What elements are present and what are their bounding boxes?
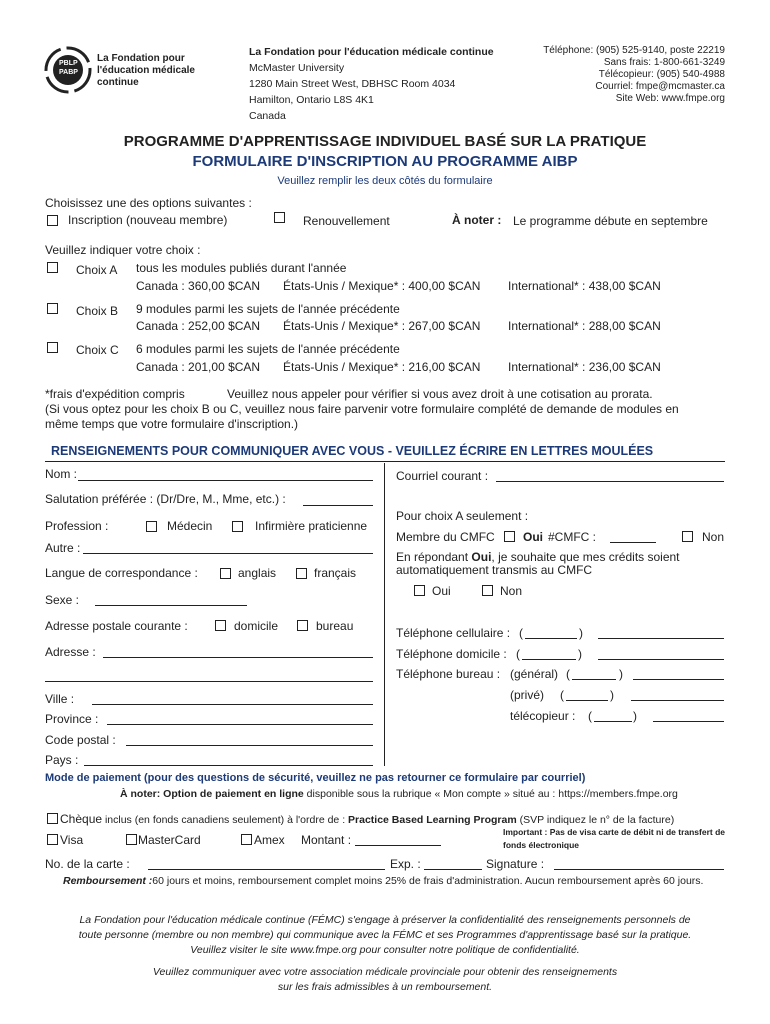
- choice-b-label: Choix B: [76, 304, 119, 318]
- tel-bur-general-field[interactable]: [633, 679, 724, 680]
- assoc-line2: sur les frais admissibles à un remboursement.: [277, 981, 493, 993]
- important-line2: fonds électronique: [503, 840, 580, 850]
- tel-cell-area-field[interactable]: [525, 638, 577, 639]
- important-line1: Important : Pas de visa carte de débit ni de transfert de: [503, 827, 726, 837]
- cheque-desc: inclus (en fonds canadiens seulement) à l'ordre de :: [102, 814, 349, 826]
- paren-open-cell: (: [519, 626, 523, 640]
- note-label: À noter :: [452, 213, 502, 227]
- choice-c-canada: Canada : 201,00 $CAN: [136, 360, 261, 374]
- domicile-label: domicile: [234, 619, 279, 633]
- contact-heading-rule: [45, 461, 725, 462]
- mastercard-label: MasterCard: [138, 833, 201, 847]
- footnote-prorata: Veuillez nous appeler pour vérifier si vous avez droit à une cotisation au prorata.: [227, 387, 653, 401]
- logo-text-bottom: PABP: [59, 69, 78, 76]
- tel-cell-field[interactable]: [598, 638, 724, 639]
- francais-label: français: [314, 566, 357, 580]
- province-label: Province :: [45, 712, 99, 726]
- note-text: Le programme débute en septembre: [513, 214, 708, 228]
- address-line2: 1280 Main Street West, DBHSC Room 4034: [249, 78, 456, 90]
- tel-bur-prive-area-field[interactable]: [566, 700, 608, 701]
- footnote-bc-1: (Si vous optez pour les choix B ou C, veuillez nous faire parvenir votre formulaire complété de demande de modules en: [45, 402, 679, 416]
- tel-cell-label: Téléphone cellulaire :: [396, 626, 511, 640]
- autre-field[interactable]: [83, 553, 373, 554]
- adresse-field[interactable]: [103, 657, 373, 658]
- choice-c-label: Choix C: [76, 343, 119, 357]
- ville-field[interactable]: [92, 704, 373, 705]
- anglais-checkbox[interactable]: [220, 568, 231, 579]
- card-number-field[interactable]: [148, 869, 385, 870]
- choice-a-desc: tous les modules publiés durant l'année: [136, 261, 347, 275]
- paren-open-fax: (: [588, 709, 592, 723]
- profession-label: Profession :: [45, 519, 109, 533]
- mastercard-checkbox[interactable]: [126, 834, 137, 845]
- cheque-label: Chèque: [60, 812, 103, 826]
- consent-text-oui: Oui: [471, 550, 492, 564]
- org-name-line3: continue: [97, 77, 139, 88]
- renewal-label: Renouvellement: [303, 214, 390, 228]
- org-address: [249, 44, 494, 124]
- choice-b-desc: 9 modules parmi les sujets de l'année précédente: [136, 302, 400, 316]
- privacy-statement: [0, 913, 770, 958]
- contact-tollfree: Sans frais: 1-800-661-3249: [603, 57, 725, 68]
- code-postal-label: Code postal :: [45, 733, 116, 747]
- transfer-oui-checkbox[interactable]: [414, 585, 425, 596]
- prive-label: (privé): [510, 688, 545, 702]
- courriel-label: Courriel courant :: [396, 469, 489, 483]
- infirmiere-checkbox[interactable]: [232, 521, 243, 532]
- sexe-label: Sexe :: [45, 593, 80, 607]
- francais-checkbox[interactable]: [296, 568, 307, 579]
- contact-web[interactable]: Site Web: www.fmpe.org: [615, 93, 725, 104]
- medecin-checkbox[interactable]: [146, 521, 157, 532]
- bureau-checkbox[interactable]: [297, 620, 308, 631]
- cheque-checkbox[interactable]: [47, 813, 58, 824]
- cmfc-oui-checkbox[interactable]: [504, 531, 515, 542]
- cmfc-non-checkbox[interactable]: [682, 531, 693, 542]
- address-line4: Canada: [249, 110, 286, 122]
- fax-field[interactable]: [653, 721, 724, 722]
- choice-a-label: Choix A: [76, 263, 118, 277]
- address-line3: Hamilton, Ontario L8S 4K1: [249, 94, 374, 106]
- payment-online-note: [120, 788, 678, 800]
- payee-note: (SVP indiquez le n° de la facture): [516, 814, 675, 826]
- refund-text: 60 jours et moins, remboursement complet moins 25% de frais d'administration. Aucun remboursement après 60 jours.: [152, 875, 704, 887]
- org-contact: [543, 45, 725, 105]
- choice-c-desc: 6 modules parmi les sujets de l'année précédente: [136, 342, 400, 356]
- code-postal-field[interactable]: [126, 745, 373, 746]
- consent-text-c: , je souhaite que mes crédits soient: [491, 550, 680, 564]
- nom-field[interactable]: [78, 480, 373, 481]
- exp-label: Exp. :: [390, 857, 421, 871]
- transfer-non-checkbox[interactable]: [482, 585, 493, 596]
- refund-policy: [63, 875, 703, 887]
- nom-label: Nom :: [45, 467, 78, 481]
- renewal-checkbox[interactable]: [274, 212, 285, 223]
- autre-label: Autre :: [45, 541, 81, 555]
- consent-line1: [396, 550, 680, 564]
- paren-close-dom: ): [578, 647, 582, 661]
- important-note: [503, 826, 725, 852]
- payment-heading: Mode de paiement (pour des questions de sécurité, veuillez ne pas retourner ce formulaire par courriel): [45, 772, 586, 784]
- org-name: [97, 53, 195, 89]
- org-name-line1: La Fondation pour: [97, 53, 185, 64]
- montant-field[interactable]: [355, 845, 441, 846]
- main-title: PROGRAMME D'APPRENTISSAGE INDIVIDUEL BASÉ SUR LA PRATIQUE: [123, 133, 647, 150]
- signature-label: Signature :: [486, 857, 545, 871]
- consent-line2: automatiquement transmis au CMFC: [396, 563, 593, 577]
- choice-b-checkbox[interactable]: [47, 303, 58, 314]
- card-number-label: No. de la carte :: [45, 857, 130, 871]
- cmfc-number-label: #CMFC :: [548, 530, 596, 544]
- privacy-line1: La Fondation pour l'éducation médicale continue (FÉMC) s'engage à préserver la confidentialité des renseignements personnels de: [79, 914, 691, 926]
- paren-open-gen: (: [566, 667, 570, 681]
- anglais-label: anglais: [238, 566, 277, 580]
- medecin-label: Médecin: [167, 519, 213, 533]
- choice-b-canada: Canada : 252,00 $CAN: [136, 319, 261, 333]
- salutation-field[interactable]: [303, 505, 373, 506]
- paren-close-fax: ): [633, 709, 637, 723]
- org-name-line2: l'éducation médicale: [97, 65, 195, 76]
- fax-area-field[interactable]: [594, 721, 632, 722]
- montant-label: Montant :: [301, 833, 352, 847]
- cmfc-non-label: Non: [702, 530, 725, 544]
- address-line1: McMaster University: [249, 62, 345, 74]
- bureau-label: bureau: [316, 619, 354, 633]
- contact-heading: RENSEIGNEMENTS POUR COMMUNIQUER AVEC VOUS - VEUILLEZ ÉCRIRE EN LETTRES MOULÉES: [51, 444, 654, 458]
- visa-label: Visa: [60, 833, 84, 847]
- paren-close-cell: ): [579, 626, 583, 640]
- general-label: (général): [510, 667, 559, 681]
- paren-open-prive: (: [560, 688, 564, 702]
- tel-bur-label: Téléphone bureau :: [396, 667, 501, 681]
- logo: [44, 46, 92, 94]
- payee-name: Practice Based Learning Program: [348, 814, 517, 826]
- assoc-line1: Veuillez communiquer avec votre association médicale provinciale pour obtenir des renseignements: [152, 966, 618, 978]
- association-note: [0, 965, 770, 995]
- tel-dom-field[interactable]: [598, 659, 724, 660]
- column-divider: [384, 463, 385, 766]
- langue-label: Langue de correspondance :: [45, 566, 198, 580]
- paren-close-gen: ): [619, 667, 623, 681]
- contact-phone: Téléphone: (905) 525-9140, poste 22219: [543, 45, 725, 56]
- domicile-checkbox[interactable]: [215, 620, 226, 631]
- transfer-oui-label: Oui: [432, 584, 451, 598]
- footnote-bc-2: même temps que votre formulaire d'inscription.): [45, 417, 299, 431]
- ville-label: Ville :: [45, 692, 75, 706]
- choice-c-us: États-Unis / Mexique* : 216,00 $CAN: [283, 360, 481, 374]
- tel-dom-label: Téléphone domicile :: [396, 647, 507, 661]
- adresse-postale-label: Adresse postale courante :: [45, 619, 188, 633]
- choice-a-intl: International* : 438,00 $CAN: [508, 279, 661, 293]
- privacy-line3: Veuillez visiter le site www.fmpe.org pour consulter notre politique de confidentialité.: [190, 944, 580, 956]
- cheque-line: [60, 812, 674, 826]
- choice-c-checkbox[interactable]: [47, 342, 58, 353]
- choice-b-intl: International* : 288,00 $CAN: [508, 319, 661, 333]
- consent-text-a: En répondant: [396, 550, 472, 564]
- logo-text-top: PBLP: [59, 60, 78, 67]
- choice-a-checkbox[interactable]: [47, 262, 58, 273]
- payment-online-rest: disponible sous la rubrique « Mon compte » situé au : https://members.fmpe.org: [303, 788, 678, 800]
- choice-a-us: États-Unis / Mexique* : 400,00 $CAN: [283, 279, 481, 293]
- new-member-checkbox[interactable]: [47, 215, 58, 226]
- adresse-label: Adresse :: [45, 645, 96, 659]
- cmfc-number-field[interactable]: [610, 542, 656, 543]
- instruction: Veuillez remplir les deux côtés du formulaire: [277, 175, 493, 187]
- exp-field[interactable]: [424, 869, 482, 870]
- infirmiere-label: Infirmière praticienne: [255, 519, 368, 533]
- choices-prompt: Veuillez indiquer votre choix :: [45, 243, 201, 257]
- new-member-label: Inscription (nouveau membre): [68, 213, 228, 227]
- telecopieur-label: télécopieur :: [510, 709, 576, 723]
- address-name: La Fondation pour l'éducation médicale continue: [249, 46, 494, 58]
- tel-bur-general-area-field[interactable]: [572, 679, 616, 680]
- choice-c-intl: International* : 236,00 $CAN: [508, 360, 661, 374]
- tel-dom-area-field[interactable]: [522, 659, 576, 660]
- sexe-field[interactable]: [95, 605, 247, 606]
- transfer-non-label: Non: [500, 584, 523, 598]
- paren-close-prive: ): [610, 688, 614, 702]
- adresse-field-2[interactable]: [45, 681, 373, 682]
- pays-label: Pays :: [45, 753, 79, 767]
- cmfc-oui-label: Oui: [523, 530, 543, 544]
- membre-cmfc-label: Membre du CMFC: [396, 530, 495, 544]
- contact-fax: Télécopieur: (905) 540-4988: [598, 69, 725, 80]
- choix-a-only-label: Pour choix A seulement :: [396, 509, 529, 523]
- refund-label: Remboursement :: [63, 875, 153, 887]
- signature-field[interactable]: [554, 869, 724, 870]
- choice-b-us: États-Unis / Mexique* : 267,00 $CAN: [283, 319, 481, 333]
- contact-email[interactable]: Courriel: fmpe@mcmaster.ca: [595, 81, 725, 92]
- amex-label: Amex: [254, 833, 285, 847]
- pays-field[interactable]: [84, 765, 373, 766]
- amex-checkbox[interactable]: [241, 834, 252, 845]
- options-prompt: Choisissez une des options suivantes :: [45, 196, 252, 210]
- province-field[interactable]: [107, 724, 373, 725]
- sub-title: FORMULAIRE D'INSCRIPTION AU PROGRAMME AIBP: [192, 153, 578, 170]
- privacy-line2: toute personne (membre ou non membre) qui communique avec la FÉMC et ses Programmes d'apprentissage basé sur la pratique.: [78, 929, 692, 941]
- paren-open-dom: (: [516, 647, 520, 661]
- footnote-shipping: *frais d'expédition compris: [45, 387, 185, 401]
- choice-a-canada: Canada : 360,00 $CAN: [136, 279, 261, 293]
- payment-online-bold: À noter: Option de paiement en ligne: [120, 788, 304, 800]
- visa-checkbox[interactable]: [47, 834, 58, 845]
- courriel-field[interactable]: [496, 481, 724, 482]
- salutation-label: Salutation préférée : (Dr/Dre, M., Mme, etc.) :: [45, 492, 286, 506]
- tel-bur-prive-field[interactable]: [631, 700, 724, 701]
